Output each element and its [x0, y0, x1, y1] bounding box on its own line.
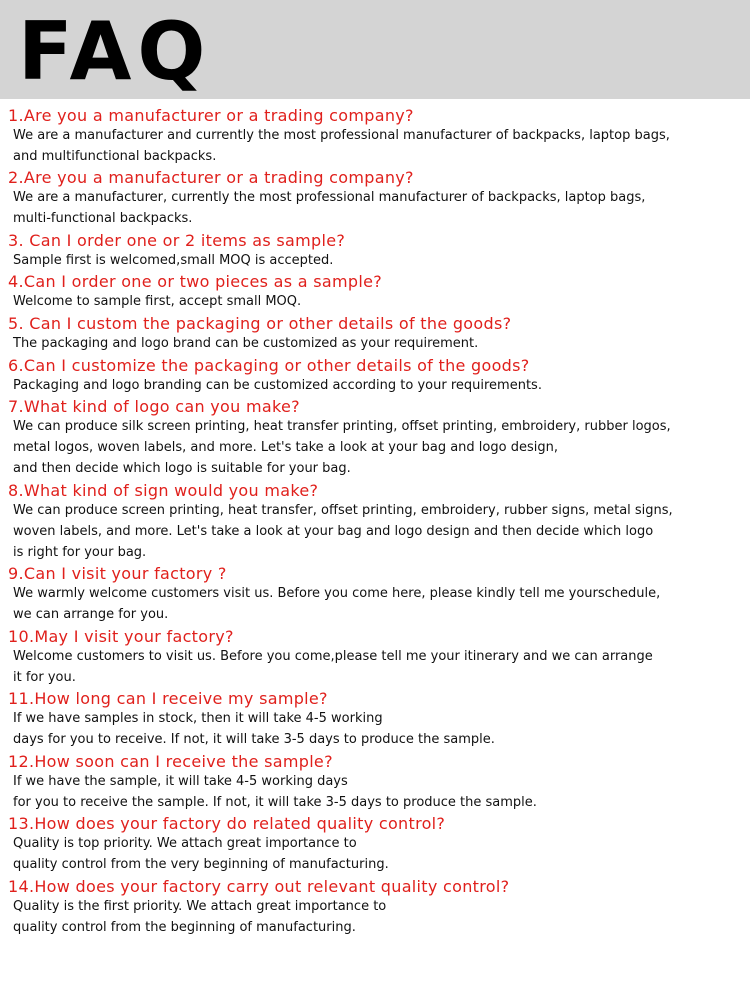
faq-item-8 [0, 481, 750, 563]
faq-item-3 [0, 231, 750, 272]
faq-answer-line: metal logos, woven labels, and more. Let's take a look at your bag and logo design, [13, 439, 558, 455]
faq-item-7 [0, 397, 750, 479]
faq-answer-line: Quality is top priority. We attach great importance to [13, 836, 357, 851]
faq-question: 7.What kind of logo can you make? [8, 397, 300, 416]
faq-answer-line: We are a manufacturer and currently the most professional manufacturer of backpacks, laptop bags, [13, 128, 670, 143]
faq-answer-line: The packaging and logo brand can be customized as your requirement. [13, 336, 479, 351]
faq-answer-line: is right for your bag. [13, 544, 147, 560]
faq-answer-line: Welcome to sample first, accept small MOQ. [13, 294, 302, 309]
faq-item-10 [0, 627, 750, 689]
faq-answer-line: quality control from the very beginning of manufacturing. [13, 856, 389, 872]
faq-question: 10.May I visit your factory? [8, 627, 234, 646]
faq-answer-line: woven labels, and more. Let's take a look at your bag and logo design and then decide which logo [13, 523, 654, 539]
faq-answer-line: We warmly welcome customers visit us. Before you come here, please kindly tell me yourschedule, [13, 586, 661, 601]
faq-item-5 [0, 314, 750, 355]
faq-question: 11.How long can I receive my sample? [8, 689, 328, 708]
faq-answer-line: Packaging and logo branding can be customized according to your requirements. [13, 378, 542, 393]
faq-answer-line: multi-functional backpacks. [13, 210, 193, 226]
faq-question: 4.Can I order one or two pieces as a sample? [8, 272, 383, 291]
faq-answer-line: If we have the sample, it will take 4-5 working days [13, 774, 348, 789]
faq-answer-line: We are a manufacturer, currently the most professional manufacturer of backpacks, laptop bags, [13, 190, 646, 205]
faq-answer-line: We can produce silk screen printing, heat transfer printing, offset printing, embroidery, rubber logos, [13, 419, 671, 434]
faq-question: 13.How does your factory do related quality control? [8, 814, 446, 833]
faq-item-2 [0, 168, 750, 230]
faq-answer-line: and then decide which logo is suitable for your bag. [13, 460, 351, 476]
faq-answer-line: If we have samples in stock, then it will take 4-5 working [13, 711, 383, 726]
faq-item-6 [0, 356, 750, 397]
faq-answer-line: Welcome customers to visit us. Before you come,please tell me your itinerary and we can arrange [13, 649, 653, 664]
faq-answer-line: Sample first is welcomed,small MOQ is accepted. [13, 253, 334, 268]
faq-answer-line: we can arrange for you. [13, 606, 169, 622]
faq-answer-line: for you to receive the sample. If not, it will take 3-5 days to produce the sample. [13, 794, 537, 810]
faq-answer-line: Quality is the first priority. We attach great importance to [13, 899, 387, 914]
faq-item-14 [0, 877, 750, 939]
faq-question: 9.Can I visit your factory ? [8, 564, 227, 583]
faq-answer-line: and multifunctional backpacks. [13, 148, 217, 164]
faq-question: 5. Can I custom the packaging or other details of the goods? [8, 314, 512, 333]
faq-item-9 [0, 564, 750, 626]
faq-header [0, 0, 750, 99]
faq-item-4 [0, 272, 750, 313]
faq-answer-line: quality control from the beginning of manufacturing. [13, 919, 356, 935]
faq-question: 14.How does your factory carry out relevant quality control? [8, 877, 510, 896]
faq-question: 1.Are you a manufacturer or a trading company? [8, 106, 414, 125]
faq-question: 3. Can I order one or 2 items as sample? [8, 231, 346, 250]
faq-item-11 [0, 689, 750, 751]
faq-question: 6.Can I customize the packaging or other details of the goods? [8, 356, 530, 375]
faq-question: 2.Are you a manufacturer or a trading company? [8, 168, 414, 187]
faq-item-1 [0, 106, 750, 168]
faq-item-13 [0, 814, 750, 876]
faq-answer-line: days for you to receive. If not, it will take 3-5 days to produce the sample. [13, 731, 495, 747]
faq-question: 8.What kind of sign would you make? [8, 481, 319, 500]
faq-answer-line: We can produce screen printing, heat transfer, offset printing, embroidery, rubber signs, metal signs, [13, 503, 673, 518]
faq-answer-line: it for you. [13, 669, 76, 685]
faq-question: 12.How soon can I receive the sample? [8, 752, 333, 771]
page-title: FAQ [18, 5, 212, 98]
faq-item-12 [0, 752, 750, 814]
